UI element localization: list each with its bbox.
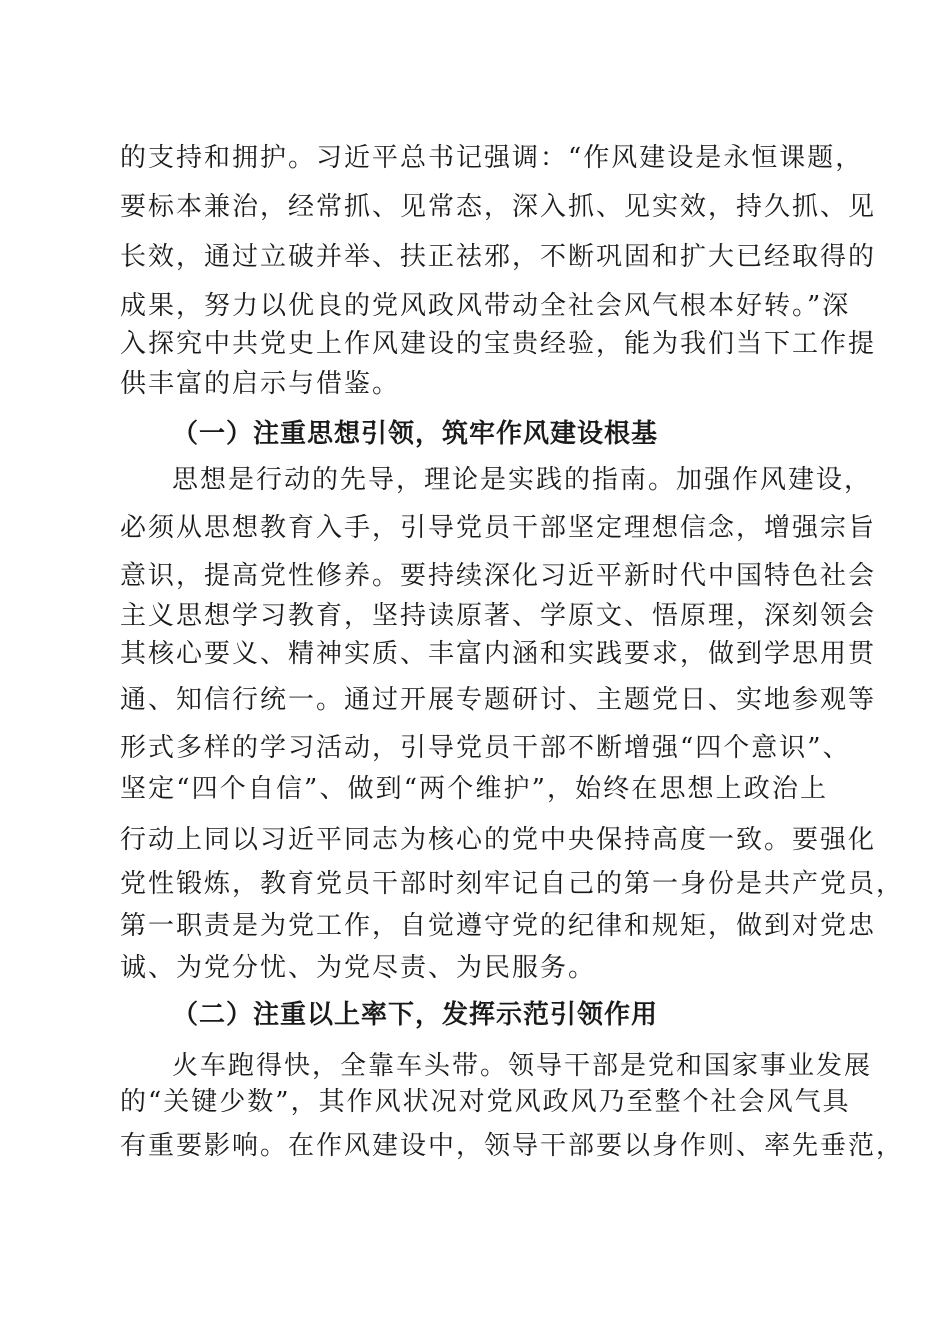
paragraph-1-line-6: 供丰富的启示与借鉴。 — [120, 369, 401, 399]
paragraph-3-line-2: 的“关键少数”，其作风状况对党风政风乃至整个社会风气具 — [120, 1087, 851, 1117]
paragraph-2-line-10: 党性锻炼，教育党员干部时刻牢记自己的第一身份是共产党员， — [120, 869, 905, 899]
paragraph-2-line-8: 坚定“四个自信”、做到“两个维护”，始终在思想上政治上 — [120, 774, 828, 804]
section-heading-2: （二）注重以上率下，发挥示范引领作用 — [172, 1000, 659, 1030]
paragraph-1-line-5: 入探究中共党史上作风建设的宝贵经验，能为我们当下工作提 — [120, 329, 877, 359]
paragraph-2-line-5: 其核心要义、精神实质、丰富内涵和实践要求，做到学思用贯 — [120, 639, 877, 669]
paragraph-3-line-1: 火车跑得快，全靠车头带。领导干部是党和国家事业发展 — [172, 1051, 873, 1081]
paragraph-2-line-12: 诚、为党分忧、为党尽责、为民服务。 — [120, 953, 597, 983]
paragraph-2-line-4: 主义思想学习教育，坚持读原著、学原文、悟原理，深刻领会 — [120, 601, 877, 631]
paragraph-1-line-3: 长效，通过立破并举、扶正祛邪，不断巩固和扩大已经取得的 — [120, 242, 877, 272]
paragraph-2-line-1: 思想是行动的先导，理论是实践的指南。加强作风建设， — [172, 465, 873, 495]
paragraph-1-line-4: 成果，努力以优良的党风政风带动全社会风气根本好转。”深 — [120, 291, 851, 321]
paragraph-2-line-3: 意识，提高党性修养。要持续深化习近平新时代中国特色社会 — [120, 561, 877, 591]
section-heading-1: （一）注重思想引领，筑牢作风建设根基 — [172, 419, 659, 449]
paragraph-3-line-3: 有重要影响。在作风建设中，领导干部要以身作则、率先垂范， — [120, 1131, 905, 1161]
paragraph-2-line-7: 形式多样的学习活动，引导党员干部不断增强“四个意识”、 — [120, 733, 851, 763]
paragraph-1-line-1: 的支持和拥护。习近平总书记强调：“作风建设是永恒课题， — [120, 143, 864, 173]
paragraph-2-line-6: 通、知信行统一。通过开展专题研讨、主题党日、实地参观等 — [120, 685, 877, 715]
paragraph-1-line-2: 要标本兼治，经常抓、见常态，深入抓、见实效，持久抓、见 — [120, 192, 877, 222]
paragraph-2-line-11: 第一职责是为党工作，自觉遵守党的纪律和规矩，做到对党忠 — [120, 911, 877, 941]
paragraph-2-line-9: 行动上同以习近平同志为核心的党中央保持高度一致。要强化 — [120, 825, 877, 855]
paragraph-2-line-2: 必须从思想教育入手，引导党员干部坚定理想信念，增强宗旨 — [120, 513, 877, 543]
